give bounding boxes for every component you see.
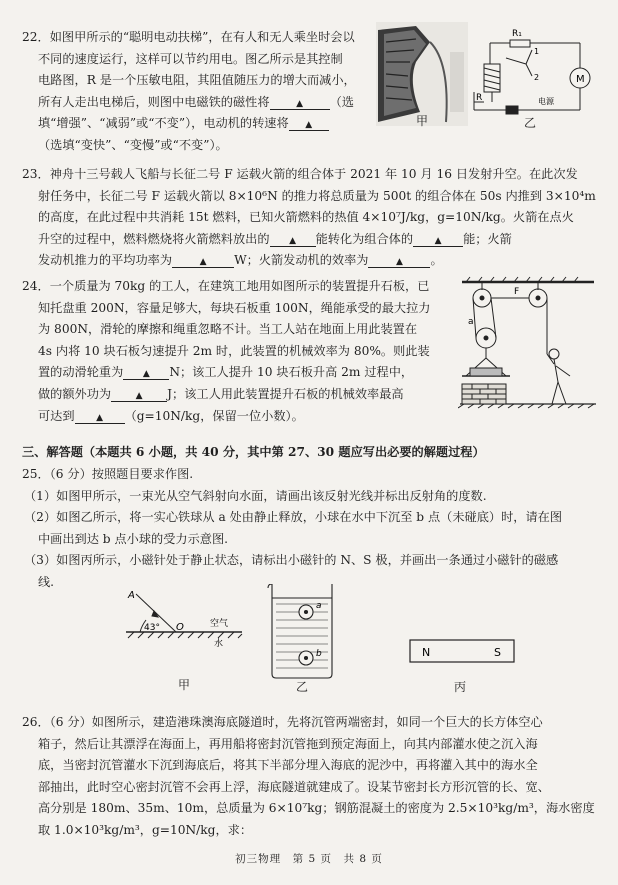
q25-line-3: （2）如图乙所示，将一实心铁球从 a 处由静止释放，小球在水中下沉至 b 点（未碰底）时，请在图 <box>24 510 563 525</box>
blank-marker: ▲ <box>96 412 104 423</box>
q23-line-2: 射任务中，长征二号 F 运载火箭以 8×10⁶N 的推力将总质量为 500t 的组合体在 50s 内推到 3×10⁴m <box>38 188 596 203</box>
pulley-system-diagram <box>458 276 598 410</box>
q26-line-6: 取 1.0×10³kg/m³，g=10N/kg，求： <box>38 822 253 837</box>
q24-line-6-after: J；该工人用此装置提升石板的机械效率最高 <box>167 386 404 401</box>
label-point-a: A <box>128 590 135 601</box>
question-26 <box>22 712 595 842</box>
q23-line-5-mid: W；火箭发动机的效率为 <box>234 253 369 268</box>
label-r: R <box>476 93 483 103</box>
q24-line-6 <box>22 384 430 406</box>
q22-line-4 <box>22 92 356 114</box>
label-ball-a: a <box>316 601 322 611</box>
q22-line-1: 22．如图甲所示的“聪明电动扶梯”，在有人和无人乘坐时会以 <box>22 30 355 44</box>
q23-line-4-mid: 能转化为组合体的 <box>315 231 414 246</box>
q24-line-2: 知托盘重 200N，容量足够大，每块石板重 100N，绳能承受的最大拉力 <box>38 300 431 315</box>
section-3-title: 三、解答题（本题共 6 小题，共 40 分，其中第 27、30 题应写出必要的解题过程） <box>22 445 485 459</box>
reflection-diagram <box>118 588 246 692</box>
q24-line-4: 4s 内将 10 块石板匀速提升 2m 时，此装置的机械效率为 80%。则此装 <box>38 343 430 358</box>
blank-marker: ▲ <box>142 369 150 380</box>
q26-line-5: 高分别是 180m、35m、10m，总质量为 6×10⁷kg；钢筋混凝土的密度为 2.5×10³kg/m³，海水密度 <box>38 801 595 816</box>
q23-blank-3[interactable] <box>172 254 234 268</box>
q23-line-4-text: 升空的过程中，燃料燃烧将火箭燃料放出的 <box>38 231 270 246</box>
q25-line-4: 中画出到达 b 点小球的受力示意图. <box>38 531 229 546</box>
label-north: N <box>422 646 431 659</box>
blank-marker: ▲ <box>305 120 313 131</box>
label-a: a <box>468 317 474 327</box>
blank-marker: ▲ <box>135 390 143 401</box>
magnet-diagram <box>406 636 518 700</box>
label-r1: R₁ <box>512 29 522 39</box>
blank-marker: ▲ <box>396 257 403 268</box>
q22-line-5-text: 填“增强”、“减弱”或“不变”），电动机的转速将 <box>38 116 289 131</box>
blank-marker: ▲ <box>434 235 442 246</box>
label-f: F <box>514 287 520 297</box>
control-circuit-diagram <box>470 24 600 130</box>
resistor-r1 <box>510 40 530 47</box>
q23-line-4-end: 能；火箭 <box>463 231 512 246</box>
page-footer: 初三物理 第 5 页 共 8 页 <box>235 853 383 865</box>
q25-line-5: （3）如图丙所示，小磁针处于静止状态，请标出小磁针的 N、S 极，并画出一条通过小磁针的磁感 <box>24 553 559 568</box>
question-24 <box>22 276 430 427</box>
q22-line-3: 电路图，R 是一个压敏电阻，其阻值随压力的增大而减小， <box>38 73 356 88</box>
label-motor: M <box>576 74 585 85</box>
question-25 <box>22 464 562 594</box>
label-water: 水 <box>214 639 224 649</box>
q24-blank-1[interactable] <box>123 366 169 380</box>
label-angle: 43° <box>144 623 160 633</box>
worker-head <box>549 349 559 359</box>
q22-line-5 <box>22 113 356 135</box>
q22-blank-1[interactable] <box>270 96 330 110</box>
q22-blank-2[interactable] <box>289 117 329 131</box>
q23-line-5-end: 。 <box>430 253 443 268</box>
q23-blank-4[interactable] <box>368 254 430 268</box>
pulley-svg <box>458 276 598 410</box>
fig-label-jia: 甲 <box>416 114 429 128</box>
q26-line-3: 底，当密封沉管灌水下沉到海底后，将其下半部分埋入海底的泥沙中，再将灌入其中的海水全 <box>38 758 538 773</box>
q23-blank-1[interactable] <box>270 233 316 247</box>
label-ball-b: b <box>316 649 322 659</box>
fig25-label-jia: 甲 <box>178 678 191 692</box>
q22-line-4-after: （选 <box>329 94 354 109</box>
q24-line-5-text: 置的动滑轮重为 <box>38 365 124 380</box>
q24-line-7-after: （g=10N/kg，保留一位小数）。 <box>124 408 304 423</box>
escalator-photo <box>376 22 468 126</box>
label-point-o: O <box>176 622 184 633</box>
escalator-illustration <box>376 22 468 126</box>
q24-blank-2[interactable] <box>111 388 167 402</box>
q23-blank-2[interactable] <box>413 233 463 247</box>
q25-line-2: （1）如图甲所示，一束光从空气斜射向水面，请画出该反射光线并标出反射角的度数. <box>24 488 487 503</box>
label-air: 空气 <box>210 619 229 629</box>
blank-marker: ▲ <box>289 235 297 246</box>
fig25-label-yi: 乙 <box>296 680 309 694</box>
blank-marker: ▲ <box>199 257 207 268</box>
q24-line-5-mid: N；该工人提升 10 块石板升高 2m 过程中， <box>169 365 414 380</box>
blank-marker: ▲ <box>296 98 304 109</box>
beaker-diagram <box>262 584 342 694</box>
q23-line-5-text: 发动机推力的平均功率为 <box>38 253 173 268</box>
q25-line-1: 25．（6 分）按照题目要求作图. <box>22 467 194 481</box>
section-3-heading <box>22 442 485 464</box>
q23-line-1: 23．神舟十三号载人飞船与长征二号 F 运载火箭的组合体于 2021 年 10 月 16 日发射升空。在此次发 <box>22 167 578 181</box>
question-22 <box>22 27 356 157</box>
q26-line-1: 26．（6 分）如图所示，建造港珠澳海底隧道时，先将沉管两端密封，如同一个巨大的长方体空心 <box>22 715 543 729</box>
question-23 <box>22 164 596 272</box>
q24-line-1: 24．一个质量为 70kg 的工人，在建筑工地用如图所示的装置提升石板，已 <box>22 279 430 293</box>
magnet-svg <box>406 636 518 666</box>
q22-line-2: 不同的速度运行，这样可以节约用电。图乙所示是其控制 <box>38 51 343 66</box>
label-south: S <box>494 646 501 659</box>
q24-line-7 <box>22 406 430 428</box>
label-contact-1: 1 <box>534 47 540 56</box>
q25-line-6: 线. <box>38 574 55 589</box>
q23-line-5 <box>22 250 596 272</box>
label-contact-2: 2 <box>534 73 540 82</box>
q24-line-7-text: 可达到 <box>38 408 75 423</box>
q24-line-3: 为 800N，滑轮的摩擦和绳重忽略不计。当工人站在地面上用此装置在 <box>38 322 418 337</box>
q23-line-3: 的高度，在此过程中共消耗 15t 燃料，已知火箭燃料的热值 4×10⁷J/kg，g=10N/kg。火箭在点火 <box>38 210 574 225</box>
q23-line-4 <box>22 229 596 251</box>
q24-line-5 <box>22 362 430 384</box>
q24-line-6-text: 做的额外功为 <box>38 386 112 401</box>
q22-line-6: （选填“变快”、“变慢”或“不变”）。 <box>38 137 228 152</box>
q24-blank-3[interactable] <box>75 410 125 424</box>
fig25-label-bing: 丙 <box>454 680 467 694</box>
q22-line-4-text: 所有人走出电梯后，则图中电磁铁的磁性将 <box>38 94 270 109</box>
q26-line-4: 部抽出，此时空心密封沉管不会再上浮，海底隧道就建成了。设某节密封长方形沉管的长、宽、 <box>38 779 550 794</box>
label-power: 电源 <box>538 97 554 106</box>
q26-line-2: 箱子，然后让其漂浮在海面上，再用船将密封沉管拖到预定海面上，向其内部灌水使之沉入海 <box>38 736 538 751</box>
fig-label-yi: 乙 <box>524 116 537 130</box>
